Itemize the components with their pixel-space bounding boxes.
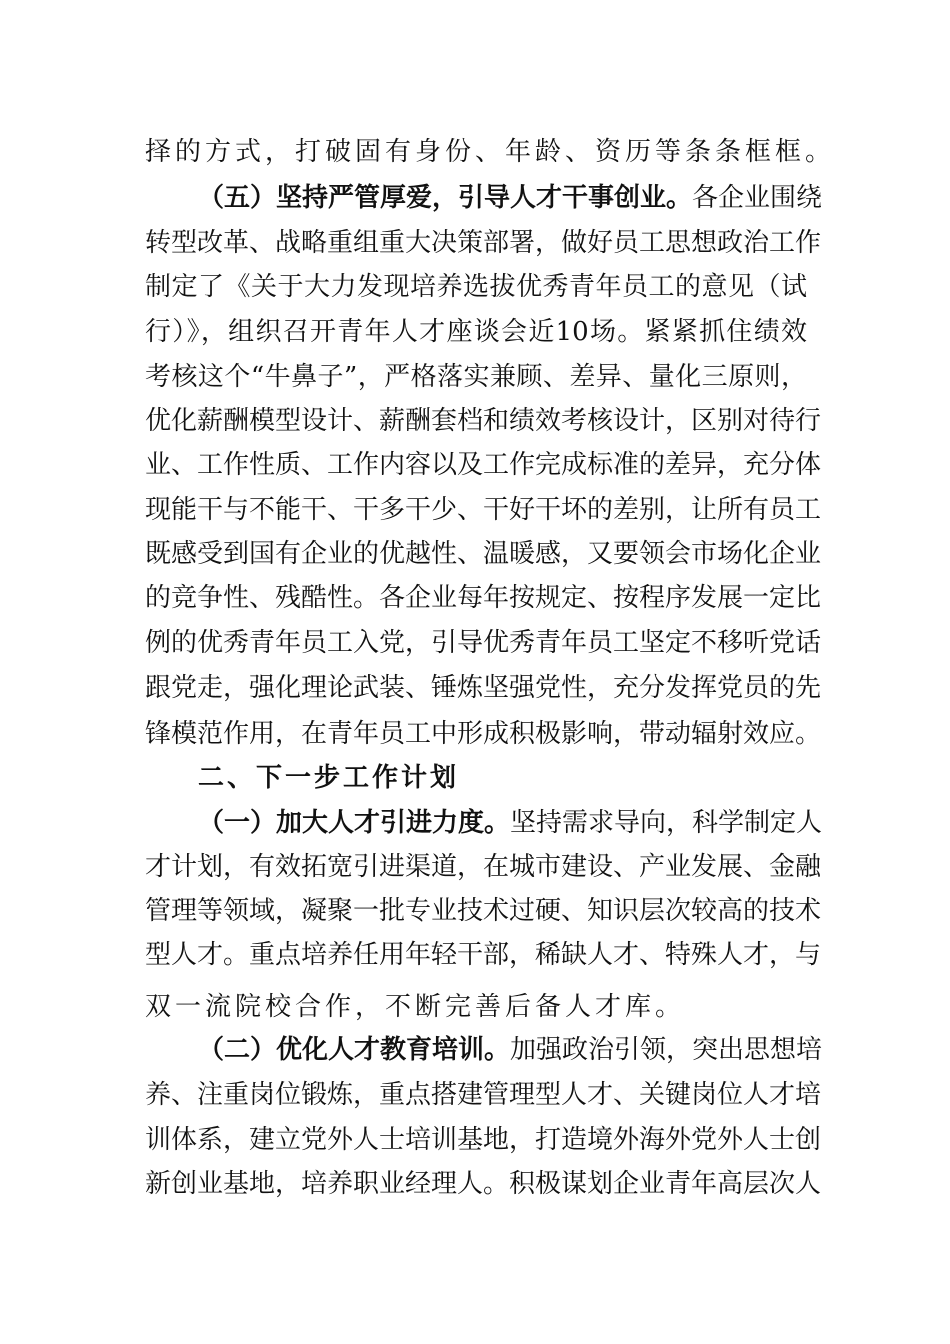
line-text: 制定了《关于大力发现培养选拔优秀青年员工的意见（试	[145, 272, 807, 302]
text-line	[145, 399, 822, 443]
text-line	[145, 576, 822, 620]
text-line	[198, 801, 823, 845]
text-line	[145, 621, 822, 665]
text-line	[145, 712, 822, 756]
line-text: 业、工作性质、工作内容以及工作完成标准的差异，充分体	[145, 450, 822, 480]
section-heading	[198, 756, 807, 800]
line-text: 管理等领域，凝聚一批专业技术过硬、知识层次较高的技术	[145, 896, 822, 926]
text-line	[145, 310, 807, 354]
line-text: 训体系，建立党外人士培训基地，打造境外海外党外人士创	[145, 1125, 822, 1155]
heading-text: 二、下一步工作计划	[198, 763, 460, 793]
text-line	[145, 985, 807, 1029]
paragraph-lead: （五）坚持严管厚爱，引导人才干事创业。	[198, 183, 693, 213]
line-text: 既感受到国有企业的优越性、温暖感，又要领会市场化企业	[145, 539, 822, 569]
line-text: 型人才。重点培养任用年轻干部，稀缺人才、特殊人才，与	[145, 940, 822, 970]
text-line	[145, 889, 822, 933]
line-text: 的竞争性、残酷性。各企业每年按规定、按程序发展一定比	[145, 583, 822, 613]
line-text: 考核这个“牛鼻子”，严格落实兼顾、差异、量化三原则，	[145, 362, 807, 392]
text-line	[145, 1073, 822, 1117]
text-line	[145, 845, 822, 889]
line-text: 养、注重岗位锻炼，重点搭建管理型人才、关键岗位人才培	[145, 1080, 822, 1110]
paragraph-lead: （二）优化人才教育培训。	[198, 1035, 511, 1065]
line-text: 双一流院校合作，不断完善后备人才库。	[145, 992, 686, 1022]
text-line	[145, 221, 822, 265]
line-text: 转型改革、战略重组重大决策部署，做好员工思想政治工作	[145, 228, 822, 258]
text-line	[198, 176, 823, 220]
line-text: 锋模范作用，在青年员工中形成积极影响，带动辐射效应。	[145, 719, 822, 749]
text-line	[145, 265, 807, 309]
line-text: 加强政治引领，突出思想培	[510, 1035, 823, 1065]
line-text: 新创业基地，培养职业经理人。积极谋划企业青年高层次人	[145, 1169, 822, 1199]
line-text: 优化薪酬模型设计、薪酬套档和绩效考核设计，区别对待行	[145, 406, 822, 436]
line-text: 各企业围绕	[692, 183, 823, 213]
text-line	[198, 1028, 823, 1072]
text-line	[145, 1118, 822, 1162]
line-text: 跟党走，强化理论武装、锤炼坚强党性，充分发挥党员的先	[145, 673, 822, 703]
paragraph-lead: （一）加大人才引进力度。	[198, 808, 511, 838]
line-text: 例的优秀青年员工入党，引导优秀青年员工坚定不移听党话	[145, 628, 822, 658]
text-line	[145, 130, 836, 174]
text-line	[145, 532, 822, 576]
line-text: 择的方式，打破固有身份、年龄、资历等条条框框。	[145, 137, 836, 167]
line-text: 坚持需求导向，科学制定人	[510, 808, 823, 838]
text-line	[145, 666, 822, 710]
text-line	[145, 488, 822, 532]
line-text: 现能干与不能干、干多干少、干好干坏的差别，让所有员工	[145, 495, 822, 525]
line-text: 才计划，有效拓宽引进渠道，在城市建设、产业发展、金融	[145, 852, 822, 882]
text-line	[145, 355, 807, 399]
line-text: 行）》，组织召开青年人才座谈会近10场。紧紧抓住绩效	[145, 317, 807, 347]
text-line	[145, 933, 822, 977]
text-line	[145, 1162, 822, 1206]
text-line	[145, 443, 822, 487]
